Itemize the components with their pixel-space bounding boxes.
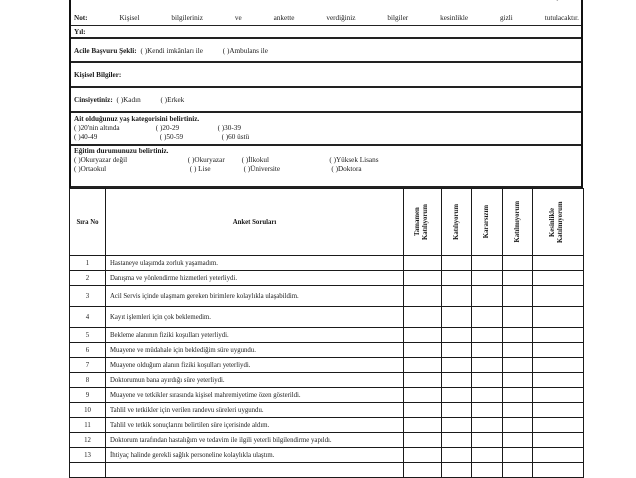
answer-cell[interactable] (533, 328, 584, 343)
answer-cell[interactable] (442, 343, 472, 358)
table-row (70, 448, 584, 463)
answer-cell[interactable] (442, 418, 472, 433)
answer-cell[interactable] (472, 256, 503, 271)
row-question: Muayene olduğum alanın fiziki koşulları yeterliydi. (106, 358, 404, 373)
note-word: tutulacaktır. (544, 13, 579, 22)
answer-cell[interactable] (404, 463, 442, 478)
answer-cell[interactable] (472, 433, 503, 448)
answer-cell[interactable] (533, 271, 584, 286)
education-option[interactable]: ( )Ortaokul (74, 165, 107, 173)
answer-cell[interactable] (472, 403, 503, 418)
gender-option-male[interactable]: ( )Erkek (160, 96, 185, 104)
row-number: 7 (70, 358, 106, 373)
answer-cell[interactable] (442, 388, 472, 403)
emergency-option-self[interactable]: ( )Kendi imkânları ile (140, 47, 203, 55)
answer-cell[interactable] (472, 463, 503, 478)
row-question: Muayene ve tetkikler sırasında kişisel mahremiyetime özen gösterildi. (106, 388, 404, 403)
education-option[interactable]: ( )Doktora (331, 165, 362, 173)
header-scale (442, 189, 472, 256)
gender-section (71, 88, 581, 113)
education-label: Eğitim durumunuzu belirtiniz. (74, 147, 169, 155)
age-option[interactable]: ( )20-29 (155, 124, 180, 132)
age-label: Ait olduğunuz yaş kategorisini belirtiniz. (74, 115, 200, 123)
table-row (70, 373, 584, 388)
answer-cell[interactable] (404, 271, 442, 286)
table-row (70, 403, 584, 418)
answer-cell[interactable] (503, 286, 533, 307)
education-option[interactable]: ( )İlkokul (241, 156, 269, 164)
answer-cell[interactable] (442, 358, 472, 373)
answer-cell[interactable] (533, 433, 584, 448)
row-question: Tahlil ve tetkikler için verilen randevu süreleri uygundu. (106, 403, 404, 418)
answer-cell[interactable] (533, 463, 584, 478)
answer-cell[interactable] (503, 256, 533, 271)
answer-cell[interactable] (503, 388, 533, 403)
personal-info-heading: Kişisel Bilgiler: (71, 63, 581, 88)
answer-cell[interactable] (404, 286, 442, 307)
answer-cell[interactable] (404, 256, 442, 271)
age-option[interactable]: ( )20'nin altında (74, 124, 120, 132)
row-number: 3 (70, 286, 106, 307)
row-number: 4 (70, 307, 106, 328)
note-word: kesinlikle (440, 13, 469, 22)
table-row (70, 388, 584, 403)
row-number: 12 (70, 433, 106, 448)
answer-cell[interactable] (404, 307, 442, 328)
header-scale (404, 189, 442, 256)
answer-cell[interactable] (472, 307, 503, 328)
answer-cell[interactable] (533, 373, 584, 388)
answer-cell[interactable] (533, 343, 584, 358)
answer-cell[interactable] (503, 433, 533, 448)
answer-cell[interactable] (472, 343, 503, 358)
row-question: Bekleme alanının fiziki koşulları yeterliydi. (106, 328, 404, 343)
header-strongly-agree: Tamamen Katılıyorum (413, 204, 429, 240)
answer-cell[interactable] (442, 373, 472, 388)
answer-cell[interactable] (442, 256, 472, 271)
answer-cell[interactable] (503, 343, 533, 358)
table-row (70, 463, 584, 478)
header-undecided: Kararsızım (483, 205, 490, 239)
answer-cell[interactable] (442, 271, 472, 286)
answer-cell[interactable] (404, 388, 442, 403)
answer-cell[interactable] (503, 463, 533, 478)
answer-cell[interactable] (472, 418, 503, 433)
answer-cell[interactable] (503, 373, 533, 388)
table-row (70, 358, 584, 373)
header-scale (503, 189, 533, 256)
emergency-label: Acile Başvuru Şekli: (74, 47, 137, 55)
answer-cell[interactable] (472, 448, 503, 463)
row-number (70, 463, 106, 478)
answer-cell[interactable] (503, 328, 533, 343)
row-number: 9 (70, 388, 106, 403)
answer-cell[interactable] (442, 328, 472, 343)
emergency-option-ambulance[interactable]: ( )Ambulans ile (222, 47, 268, 55)
education-option[interactable]: ( )Okuryazar (187, 156, 225, 164)
header-scale (472, 189, 503, 256)
answer-cell[interactable] (472, 271, 503, 286)
emergency-section (71, 39, 581, 63)
row-number: 11 (70, 418, 106, 433)
table-header-row (70, 189, 584, 256)
answer-cell[interactable] (404, 418, 442, 433)
row-number: 13 (70, 448, 106, 463)
answer-cell[interactable] (472, 358, 503, 373)
year-field[interactable]: Yıl: (71, 26, 581, 39)
answer-cell[interactable] (404, 358, 442, 373)
education-option[interactable]: ( )Okuryazar değil (74, 156, 128, 164)
row-number: 6 (70, 343, 106, 358)
education-option[interactable]: ( )Üniversite (243, 165, 281, 173)
gender-label: Cinsiyetiniz: (74, 96, 113, 104)
note-word: bilgiler (387, 13, 409, 22)
form-frame (69, 0, 583, 188)
row-question (106, 463, 404, 478)
row-question: Hastaneye ulaşımda zorluk yaşamadım. (106, 256, 404, 271)
age-option[interactable]: ( )50-59 (159, 133, 184, 141)
answer-cell[interactable] (404, 373, 442, 388)
header-disagree: Katılmıyorum (513, 201, 521, 243)
age-option[interactable]: ( )60 üstü (221, 133, 250, 141)
row-question: Tahlil ve tetkik sonuçlarını belirtilen süre içerisinde aldım. (106, 418, 404, 433)
age-option[interactable]: ( )30-39 (217, 124, 241, 132)
note-word: Not: (74, 13, 88, 22)
table-row (70, 328, 584, 343)
answer-cell[interactable] (533, 358, 584, 373)
answer-cell[interactable] (442, 286, 472, 307)
row-number: 2 (70, 271, 106, 286)
answer-cell[interactable] (472, 373, 503, 388)
answer-cell[interactable] (503, 403, 533, 418)
row-question: İhtiyaç halinde gerekli sağlık personeline kolaylıkla ulaştım. (106, 448, 404, 463)
row-question: Acil Servis içinde ulaşmam gereken birimlere kolaylıkla ulaşabildim. (106, 286, 404, 307)
answer-cell[interactable] (533, 388, 584, 403)
row-question: Kayıt işlemleri için çok beklemedim. (106, 307, 404, 328)
answer-cell[interactable] (442, 307, 472, 328)
note-word: ankette (273, 13, 295, 22)
answer-cell[interactable] (503, 358, 533, 373)
row-number: 1 (70, 256, 106, 271)
answer-cell[interactable] (533, 286, 584, 307)
education-section (71, 146, 581, 188)
answer-cell[interactable] (472, 286, 503, 307)
signature-label (71, 0, 581, 10)
answer-cell[interactable] (533, 256, 584, 271)
answer-cell[interactable] (404, 328, 442, 343)
survey-page (69, 0, 583, 478)
answer-cell[interactable] (533, 307, 584, 328)
answer-cell[interactable] (442, 433, 472, 448)
table-row (70, 418, 584, 433)
answer-cell[interactable] (533, 448, 584, 463)
note-word: ve (234, 13, 242, 22)
education-option[interactable]: ( ) Lise (189, 165, 211, 173)
row-number: 10 (70, 403, 106, 418)
gender-option-female[interactable]: ( )Kadın (116, 96, 141, 104)
answer-cell[interactable] (533, 418, 584, 433)
answer-cell[interactable] (503, 448, 533, 463)
age-option[interactable]: ( )40-49 (74, 133, 98, 141)
row-number: 5 (70, 328, 106, 343)
header-strongly-disagree: Kesinlikle Katılmıyorum (549, 201, 564, 243)
answer-cell[interactable] (503, 307, 533, 328)
answer-cell[interactable] (442, 403, 472, 418)
answer-cell[interactable] (404, 403, 442, 418)
answer-cell[interactable] (472, 388, 503, 403)
answer-cell[interactable] (404, 433, 442, 448)
answer-cell[interactable] (404, 448, 442, 463)
table-row (70, 307, 584, 328)
privacy-note (71, 10, 581, 26)
note-word: verdiğiniz (326, 13, 356, 22)
survey-table (69, 188, 584, 478)
answer-cell[interactable] (442, 463, 472, 478)
table-row (70, 256, 584, 271)
table-row (70, 343, 584, 358)
header-agree: Katılıyorum (452, 204, 460, 240)
header-no: Sıra No (70, 189, 106, 256)
table-row (70, 286, 584, 307)
answer-cell[interactable] (503, 418, 533, 433)
note-word: gizli (500, 13, 513, 22)
header-scale (533, 189, 584, 256)
answer-cell[interactable] (503, 271, 533, 286)
answer-cell[interactable] (472, 328, 503, 343)
table-row (70, 433, 584, 448)
answer-cell[interactable] (442, 448, 472, 463)
row-question: Danışma ve yönlendirme hizmetleri yeterliydi. (106, 271, 404, 286)
table-row (70, 271, 584, 286)
row-question: Doktorum tarafından hastalığım ve tedavim ile ilgili yeterli bilgilendirme yapıldı. (106, 433, 404, 448)
age-section (71, 113, 581, 146)
row-question: Muayene ve müdahale için beklediğim süre uygundu. (106, 343, 404, 358)
answer-cell[interactable] (533, 403, 584, 418)
header-question: Anket Soruları (106, 189, 404, 256)
note-word: bilgileriniz (171, 13, 203, 22)
row-question: Doktorumun bana ayırdığı süre yeterliydi. (106, 373, 404, 388)
note-word: Kişisel (119, 13, 140, 22)
row-number: 8 (70, 373, 106, 388)
answer-cell[interactable] (404, 343, 442, 358)
education-option[interactable]: ( )Yüksek Lisans (329, 156, 379, 164)
